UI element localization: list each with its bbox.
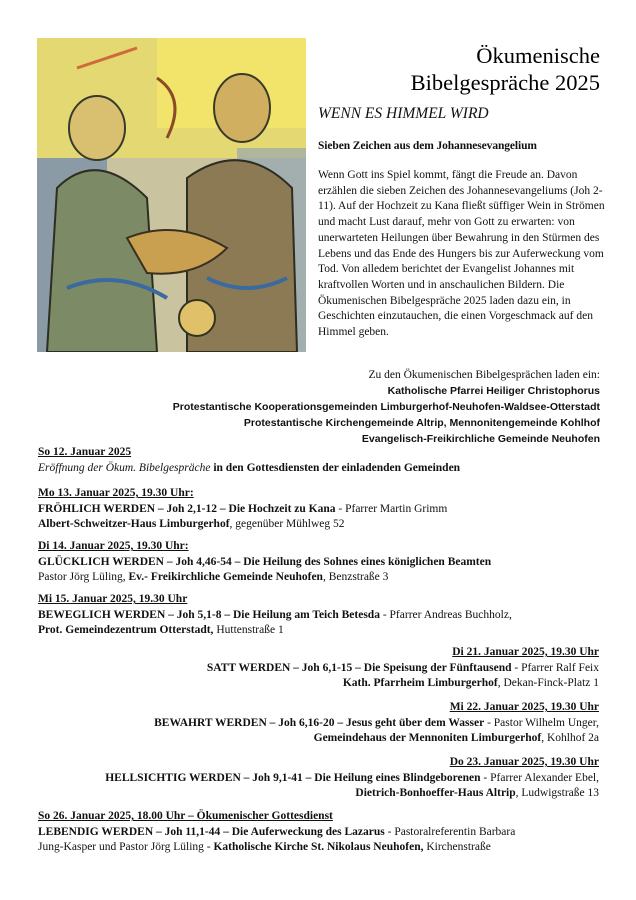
event-date: So 12. Januar 2025 <box>38 446 132 458</box>
event-theme: BEWEGLICH WERDEN – Joh 5,1-8 – Die Heilung am Teich Betesda <box>38 608 380 621</box>
invitation-block <box>30 367 600 447</box>
invitation-intro: Zu den Ökumenischen Bibelgesprächen laden ein: <box>368 369 600 381</box>
event-item <box>38 539 491 586</box>
event-item <box>38 645 599 692</box>
event-speaker: - Pastor Wilhelm Unger, <box>484 716 599 729</box>
event-theme: GLÜCKLICH WERDEN – Joh 4,46-54 – Die Heilung des Sohnes eines königlichen Beamten <box>38 555 492 568</box>
event-place: Kath. Pfarrheim Limburgerhof <box>342 677 498 690</box>
event-date: So 26. Januar 2025, 18.00 Uhr – Ökumenischer Gottesdienst <box>38 810 333 822</box>
event-address: , Dekan-Finck-Platz 1 <box>497 677 599 690</box>
event-theme: LEBENDIG WERDEN – Joh 11,1-44 – Die Auferweckung des Lazarus <box>38 825 385 838</box>
event-date: Mi 22. Januar 2025, 19.30 Uhr <box>449 701 599 713</box>
event-speaker: - Pfarrer Alexander Ebel, <box>480 771 599 784</box>
event-item <box>38 486 447 533</box>
event-theme: FRÖHLICH WERDEN – Joh 2,1-12 – Die Hochzeit zu Kana <box>38 502 336 515</box>
parish-line: Evangelisch-Freikirchliche Gemeinde Neuhofen <box>361 433 600 445</box>
page-title <box>318 42 600 96</box>
event-date: Do 23. Januar 2025, 19.30 Uhr <box>449 756 599 768</box>
event-place: Prot. Gemeindezentrum Otterstadt, <box>38 624 214 637</box>
title-line-2: Bibelgespräche 2025 <box>410 70 600 95</box>
event-place: Albert-Schweitzer-Haus Limburgerhof <box>38 518 230 531</box>
event-description: in den Gottesdiensten der einladenden Gemeinden <box>210 461 461 474</box>
event-address: , gegenüber Mühlweg 52 <box>229 518 345 531</box>
parish-line: Katholische Pfarrei Heiliger Christophorus <box>387 385 600 397</box>
title-line-1: Ökumenische <box>476 43 600 68</box>
event-item <box>38 755 599 802</box>
event-speaker: - Pastoralreferentin Barbara <box>384 825 516 838</box>
event-title: Eröffnung der Ökum. Bibelgespräche <box>38 461 211 474</box>
event-date: Mi 15. Januar 2025, 19.30 Uhr <box>38 593 188 605</box>
event-place: Katholische Kirche St. Nikolaus Neuhofen, <box>213 841 424 854</box>
event-date: Di 21. Januar 2025, 19.30 Uhr <box>452 646 599 658</box>
event-item <box>38 592 512 639</box>
event-theme: HELLSICHTIG WERDEN – Joh 9,1-41 – Die Heilung eines Blindgeborenen <box>105 771 481 784</box>
subtitle: WENN ES HIMMEL WIRD <box>318 105 489 122</box>
event-theme: SATT WERDEN – Joh 6,1-15 – Die Speisung der Fünftausend <box>206 661 512 674</box>
painting-image <box>37 38 306 352</box>
event-speaker: - Pfarrer Andreas Buchholz, <box>379 608 512 621</box>
parish-line: Protestantische Kirchengemeinde Altrip, Mennonitengemeinde Kohlhof <box>243 417 600 429</box>
event-address: , Kohlhof 2a <box>541 732 599 745</box>
event-item <box>38 809 603 856</box>
event-speaker: - Pfarrer Martin Grimm <box>335 502 448 515</box>
event-place: Gemeindehaus der Mennoniten Limburgerhof <box>313 732 542 745</box>
event-date: Di 14. Januar 2025, 19.30 Uhr: <box>38 540 189 552</box>
event-address: , Benzstraße 3 <box>322 571 389 584</box>
event-place: Ev.- Freikirchliche Gemeinde Neuhofen <box>128 571 323 584</box>
event-theme: BEWAHRT WERDEN – Joh 6,16-20 – Jesus geht über dem Wasser <box>154 716 485 729</box>
event-date: Mo 13. Januar 2025, 19.30 Uhr: <box>38 487 194 499</box>
event-address: , Ludwigstraße 13 <box>515 787 599 800</box>
event-item <box>38 700 599 747</box>
intro-paragraph: Wenn Gott ins Spiel kommt, fängt die Freude an. Davon erzählen die sieben Zeichen des Johannesevangeliums (Joh 2-11). Auf der Hochzeit zu Kana fließt süffiger Wein in Strömen und macht Lust darauf, mehr von Gott zu erwarten: von unerwarteten Heilungen über Bewahrung in den Stürmen des Lebens und das Ende des Hungers bis zur Auferweckung vom Tod. Von alledem berichtet der Evangelist Johannes mit kraftvollen Worten und in anschaulichen Bildern. Die Ökumenischen Bibelgespräche 2025 laden dazu ein, in Geschichten einzutauchen, die einen Vorgeschmack auf den Himmel geben. <box>318 169 605 339</box>
lead-text: Sieben Zeichen aus dem Johannesevangelium <box>318 140 537 152</box>
event-speaker: Pastor Jörg Lüling, <box>38 571 129 584</box>
parish-line: Protestantische Kooperationsgemeinden Limburgerhof-Neuhofen-Waldsee-Otterstadt <box>172 401 600 413</box>
event-speaker: - Pfarrer Ralf Feix <box>511 661 599 674</box>
event-address: Kirchenstraße <box>423 841 491 854</box>
event-opening <box>38 445 460 476</box>
event-place: Dietrich-Bonhoeffer-Haus Altrip <box>355 787 516 800</box>
event-address: Huttenstraße 1 <box>213 624 284 637</box>
event-speaker: Jung-Kasper und Pastor Jörg Lüling - <box>38 841 214 854</box>
